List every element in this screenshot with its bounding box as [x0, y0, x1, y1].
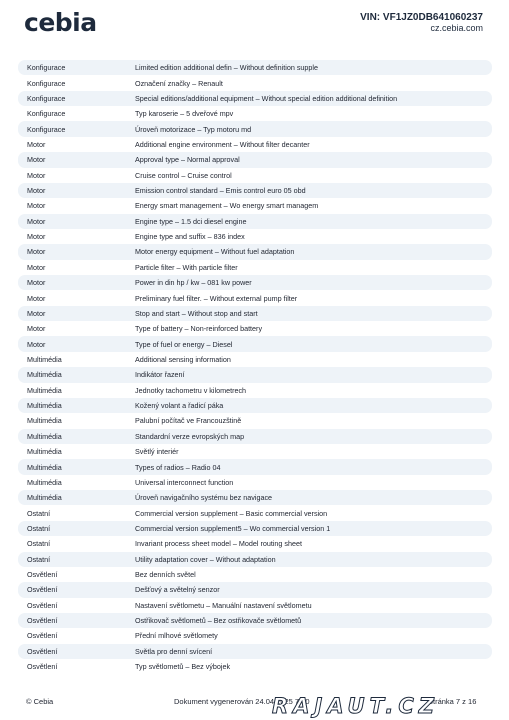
table-row [18, 490, 492, 505]
row-category: Multimédia [27, 355, 62, 364]
table-row [18, 444, 492, 459]
row-value: Universal interconnect function [135, 477, 234, 487]
copyright-text: © Cebia [26, 697, 54, 706]
row-category: Motor [27, 216, 46, 226]
row-value: Particle filter – With particle filter [135, 262, 238, 272]
page-header [0, 0, 509, 50]
row-category: Ostatní [27, 539, 51, 549]
rajaut-watermark: RAJAUT.CZ [272, 694, 439, 718]
row-category: Multimédia [27, 477, 62, 487]
row-value: Commercial version supplement5 – Wo commercial version 1 [135, 523, 331, 533]
row-value: Types of radios – Radio 04 [135, 462, 221, 472]
row-category: Motor [27, 201, 46, 211]
row-value: Bez denních světel [135, 570, 196, 580]
row-category: Osvětlení [27, 616, 58, 626]
row-category: Konfigurace [27, 93, 66, 103]
row-value: Úroveň motorizace – Typ motoru md [135, 124, 252, 134]
row-category: Osvětlení [27, 585, 58, 595]
row-value: Special editions/additional equipment – Without special edition additional definition [135, 93, 398, 103]
row-value: Limited edition additional defin – Without definition supple [135, 63, 319, 73]
row-category: Osvětlení [27, 631, 58, 641]
row-category: Motor [27, 139, 46, 149]
equipment-table [18, 60, 492, 674]
row-value: Indikátor řazení [135, 370, 185, 380]
row-category: Multimédia [27, 401, 62, 411]
page-number: Stránka 7 z 16 [428, 697, 477, 706]
table-row [18, 459, 492, 474]
table-row [18, 168, 492, 183]
row-value: Světla pro denní svícení [135, 646, 213, 656]
row-value: Commercial version supplement – Basic commercial version [135, 508, 328, 518]
table-row [18, 352, 492, 367]
row-category: Motor [27, 293, 46, 303]
table-row [18, 536, 492, 551]
row-category: Multimédia [27, 416, 62, 426]
row-category: Konfigurace [27, 109, 66, 119]
table-row [18, 106, 492, 121]
row-category: Motor [27, 278, 46, 288]
table-row [18, 214, 492, 229]
table-row [18, 582, 492, 597]
row-category: Konfigurace [27, 124, 66, 134]
row-value: Engine type and suffix – 836 index [135, 232, 245, 242]
row-value: Typ světlometů – Bez výbojek [135, 662, 231, 672]
table-row [18, 398, 492, 413]
row-category: Osvětlení [27, 662, 58, 672]
row-value: Dešťový a světelný senzor [135, 585, 220, 595]
row-value: Standardní verze evropských map [135, 431, 245, 441]
row-category: Multimédia [27, 447, 62, 457]
row-category: Osvětlení [27, 646, 58, 656]
row-category: Motor [27, 262, 46, 272]
row-value: Energy smart management – Wo energy smart managem [135, 201, 319, 211]
table-row [18, 598, 492, 613]
row-value: Typ karoserie – 5 dveřové mpv [135, 109, 234, 119]
table-row [18, 628, 492, 643]
row-category: Multimédia [27, 493, 62, 503]
table-row [18, 336, 492, 351]
table-row [18, 413, 492, 428]
table-row [18, 613, 492, 628]
table-row [18, 91, 492, 106]
row-value: Úroveň navigačního systému bez navigace [135, 493, 273, 503]
table-row [18, 644, 492, 659]
table-row [18, 60, 492, 75]
table-row [18, 121, 492, 136]
row-value: Stop and start – Without stop and start [135, 308, 258, 318]
table-row [18, 567, 492, 582]
row-category: Motor [27, 247, 46, 257]
row-category: Konfigurace [27, 78, 66, 88]
table-row [18, 321, 492, 336]
table-row [18, 367, 492, 382]
table-row [18, 137, 492, 152]
row-value: Kožený volant a řadicí páka [135, 401, 224, 411]
row-category: Multimédia [27, 431, 62, 441]
row-value: Type of fuel or energy – Diesel [135, 339, 233, 349]
row-value: Přední mlhové světlomety [135, 631, 218, 641]
table-row [18, 521, 492, 536]
row-category: Motor [27, 232, 46, 242]
row-value: Engine type – 1.5 dci diesel engine [135, 216, 247, 226]
row-value: Jednotky tachometru v kilometrech [135, 385, 247, 395]
website-link[interactable]: cz.cebia.com [430, 23, 483, 33]
table-row [18, 505, 492, 520]
row-value: Power in din hp / kw – 081 kw power [135, 278, 252, 288]
row-value: Emission control standard – Emis control euro 05 obd [135, 186, 306, 196]
row-category: Ostatní [27, 523, 51, 533]
table-row [18, 275, 492, 290]
row-category: Konfigurace [27, 63, 66, 73]
row-category: Ostatní [27, 554, 51, 564]
table-row [18, 290, 492, 305]
table-row [18, 429, 492, 444]
cebia-logo: cebia [24, 8, 97, 37]
row-category: Osvětlení [27, 600, 58, 610]
row-category: Multimédia [27, 370, 62, 380]
row-value: Type of battery – Non-reinforced battery [135, 324, 263, 334]
row-value: Motor energy equipment – Without fuel adaptation [135, 247, 295, 257]
row-value: Světlý interiér [135, 447, 179, 457]
row-category: Multimédia [27, 385, 62, 395]
row-category: Ostatní [27, 508, 51, 518]
row-value: Preliminary fuel filter. – Without external pump filter [135, 293, 298, 303]
table-row [18, 75, 492, 90]
row-value: Cruise control – Cruise control [135, 170, 232, 180]
row-value: Utility adaptation cover – Without adaptation [135, 554, 276, 564]
table-row [18, 244, 492, 259]
vin-number: VIN: VF1JZ0DB641060237 [360, 12, 483, 23]
table-row [18, 306, 492, 321]
table-row [18, 198, 492, 213]
row-category: Motor [27, 308, 46, 318]
row-value: Označení značky – Renault [135, 78, 223, 88]
row-category: Motor [27, 186, 46, 196]
row-category: Osvětlení [27, 570, 58, 580]
table-row [18, 183, 492, 198]
row-category: Motor [27, 339, 46, 349]
row-value: Nastavení světlometu – Manuální nastavení světlometu [135, 600, 312, 610]
row-value: Invariant process sheet model – Model routing sheet [135, 539, 303, 549]
table-row [18, 383, 492, 398]
table-row [18, 260, 492, 275]
table-row [18, 552, 492, 567]
row-value: Approval type – Normal approval [135, 155, 240, 165]
generated-date: Dokument vygenerován 24.04.2025 7:40 [174, 697, 310, 706]
table-row [18, 659, 492, 674]
table-row [18, 229, 492, 244]
row-value: Additional engine environment – Without filter decanter [135, 139, 310, 149]
row-value: Ostřikovač světlometů – Bez ostřikovače světlometů [135, 616, 302, 626]
row-value: Palubní počítač ve Francouzštině [135, 416, 242, 426]
row-category: Motor [27, 324, 46, 334]
table-row [18, 152, 492, 167]
row-category: Multimédia [27, 462, 62, 472]
table-row [18, 475, 492, 490]
row-category: Motor [27, 170, 46, 180]
row-category: Motor [27, 155, 46, 165]
row-value: Additional sensing information [135, 355, 231, 364]
